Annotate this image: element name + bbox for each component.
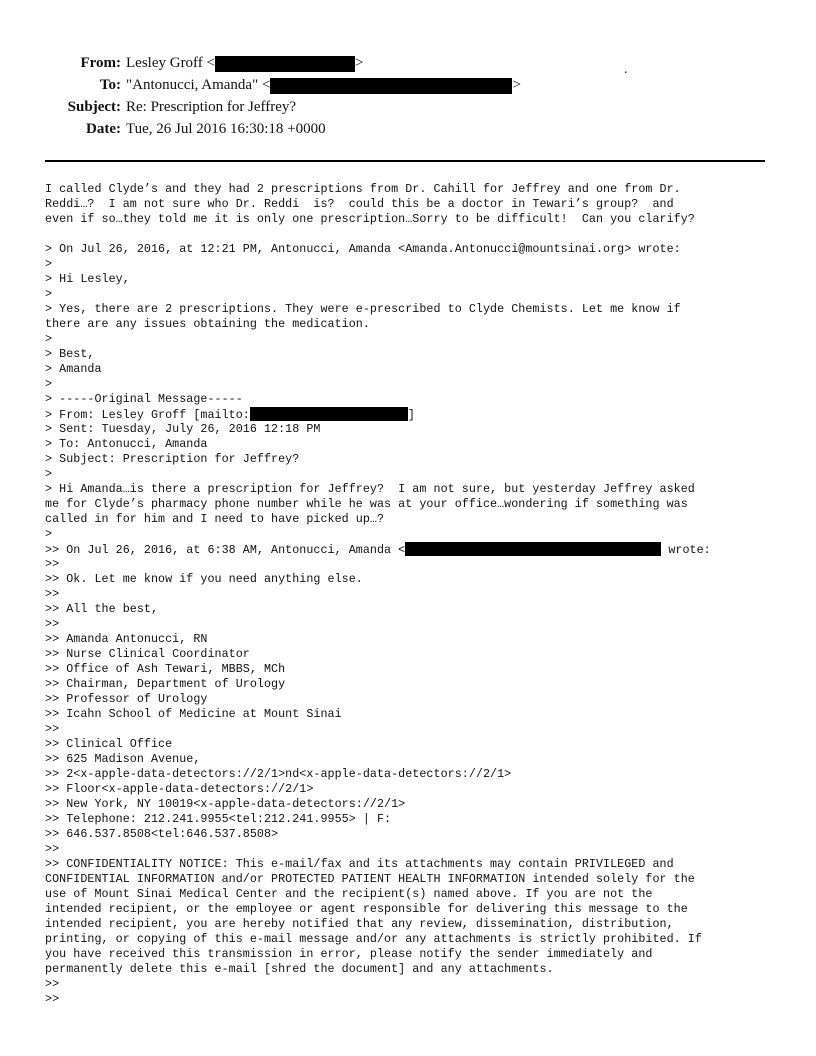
body-line — [45, 227, 775, 242]
body-line: >> — [45, 722, 60, 736]
body-line: > Amanda — [45, 362, 102, 376]
body-line: >> All the best, — [45, 602, 159, 616]
corner-mark: . — [624, 62, 628, 77]
body-line-quote-header — [45, 542, 775, 557]
body-line: >> Ok. Let me know if you need anything else. — [45, 572, 363, 586]
body-line: > -----Original Message----- — [45, 392, 243, 406]
body-line-from — [45, 407, 775, 422]
body-line: > — [45, 332, 53, 346]
body-line: >> Floor<x-apple-data-detectors://2/1> — [45, 782, 314, 796]
body-line: > Yes, there are 2 prescriptions. They were e-prescribed to Clyde Chemists. Let me know if — [45, 302, 681, 316]
body-line: > Subject: Prescription for Jeffrey? — [45, 452, 300, 466]
to-close: > — [512, 77, 521, 93]
body-line: >> 646.537.8508<tel:646.537.8508> — [45, 827, 279, 841]
body-line: >> Icahn School of Medicine at Mount Sinai — [45, 707, 342, 721]
body-line: I called Clyde’s and they had 2 prescriptions from Dr. Cahill for Jeffrey and one from Dr. — [45, 182, 681, 196]
body-line: >> Chairman, Department of Urology — [45, 677, 286, 691]
body-line: > — [45, 377, 53, 391]
body-line: > Hi Lesley, — [45, 272, 130, 286]
body-line: > On Jul 26, 2016, at 12:21 PM, Antonucci, Amanda <Amanda.Antonucci@mountsinai.org> wrote: — [45, 242, 681, 256]
body-line: >> — [45, 992, 60, 1006]
header-divider — [45, 160, 765, 162]
from-prefix: > From: Lesley Groff [mailto: — [45, 408, 250, 422]
email-header — [0, 0, 816, 160]
to-label: To: — [99, 77, 121, 93]
body-line: >> — [45, 977, 60, 991]
to-value — [126, 75, 521, 95]
body-line: > To: Antonucci, Amanda — [45, 437, 208, 451]
body-line: >> Professor of Urology — [45, 692, 208, 706]
body-line: permanently delete this e-mail [shred the document] and any attachments. — [45, 962, 554, 976]
from-close: > — [355, 55, 364, 71]
body-line: there are any issues obtaining the medication. — [45, 317, 370, 331]
body-line: >> — [45, 557, 60, 571]
redaction-box — [250, 407, 408, 421]
to-row — [0, 75, 816, 95]
body-line: >> — [45, 617, 60, 631]
body-line: > Hi Amanda…is there a prescription for Jeffrey? I am not sure, but yesterday Jeffrey asked — [45, 482, 695, 496]
body-line: >> Telephone: 212.241.9955<tel:212.241.9955> | F: — [45, 812, 392, 826]
body-line: >> Office of Ash Tewari, MBBS, MCh — [45, 662, 286, 676]
body-line: > — [45, 527, 53, 541]
body-line: called in for him and I need to have picked up…? — [45, 512, 385, 526]
subject-row — [0, 97, 816, 117]
body-line: intended recipient, you are hereby notified that any review, dissemination, distribution, — [45, 917, 674, 931]
body-line: >> New York, NY 10019<x-apple-data-detectors://2/1> — [45, 797, 406, 811]
quote-suffix: wrote: — [661, 543, 711, 557]
body-line: >> CONFIDENTIALITY NOTICE: This e-mail/fax and its attachments may contain PRIVILEGED and — [45, 857, 674, 871]
email-body — [45, 182, 775, 1007]
body-line: > — [45, 257, 53, 271]
body-line: CONFIDENTIAL INFORMATION and/or PROTECTED PATIENT HEALTH INFORMATION intended solely for the — [45, 872, 695, 886]
date-label: Date: — [86, 121, 121, 137]
quote-prefix: >> On Jul 26, 2016, at 6:38 AM, Antonucci, Amanda < — [45, 543, 406, 557]
body-line: > Sent: Tuesday, July 26, 2016 12:18 PM — [45, 422, 321, 436]
from-suffix: ] — [407, 408, 415, 422]
body-line: >> — [45, 842, 60, 856]
body-line: you have received this transmission in error, please notify the sender immediately and — [45, 947, 653, 961]
from-value — [126, 53, 363, 73]
body-line: use of Mount Sinai Medical Center and the recipient(s) named above. If you are not the — [45, 887, 653, 901]
date-value: Tue, 26 Jul 2016 16:30:18 +0000 — [126, 121, 326, 137]
body-line: > — [45, 467, 53, 481]
body-line: > — [45, 287, 53, 301]
redaction-box — [270, 78, 512, 94]
body-line: even if so…they told me it is only one prescription…Sorry to be difficult! Can you clarify? — [45, 212, 695, 226]
body-line: >> Clinical Office — [45, 737, 173, 751]
body-line: Reddi…? I am not sure who Dr. Reddi is? could this be a doctor in Tewari’s group? and — [45, 197, 674, 211]
body-line: me for Clyde’s pharmacy phone number while he was at your office…wondering if something was — [45, 497, 688, 511]
body-line: >> 625 Madison Avenue, — [45, 752, 201, 766]
body-line: printing, or copying of this e-mail message and/or any attachments is strictly prohibited. If — [45, 932, 702, 946]
subject-value: Re: Prescription for Jeffrey? — [126, 99, 297, 115]
body-line: >> Nurse Clinical Coordinator — [45, 647, 250, 661]
from-name: Lesley Groff < — [126, 55, 215, 71]
redaction-box — [215, 56, 355, 72]
body-line: >> Amanda Antonucci, RN — [45, 632, 208, 646]
subject-label: Subject: — [67, 99, 121, 115]
body-line: intended recipient, or the employee or agent responsible for delivering this message to the — [45, 902, 688, 916]
redaction-box — [405, 542, 661, 556]
date-row — [0, 119, 816, 139]
body-line: >> 2<x-apple-data-detectors://2/1>nd<x-apple-data-detectors://2/1> — [45, 767, 512, 781]
from-label: From: — [80, 55, 121, 71]
body-line: >> — [45, 587, 60, 601]
body-line: > Best, — [45, 347, 95, 361]
to-name: "Antonucci, Amanda" < — [126, 77, 271, 93]
from-row — [0, 53, 816, 73]
